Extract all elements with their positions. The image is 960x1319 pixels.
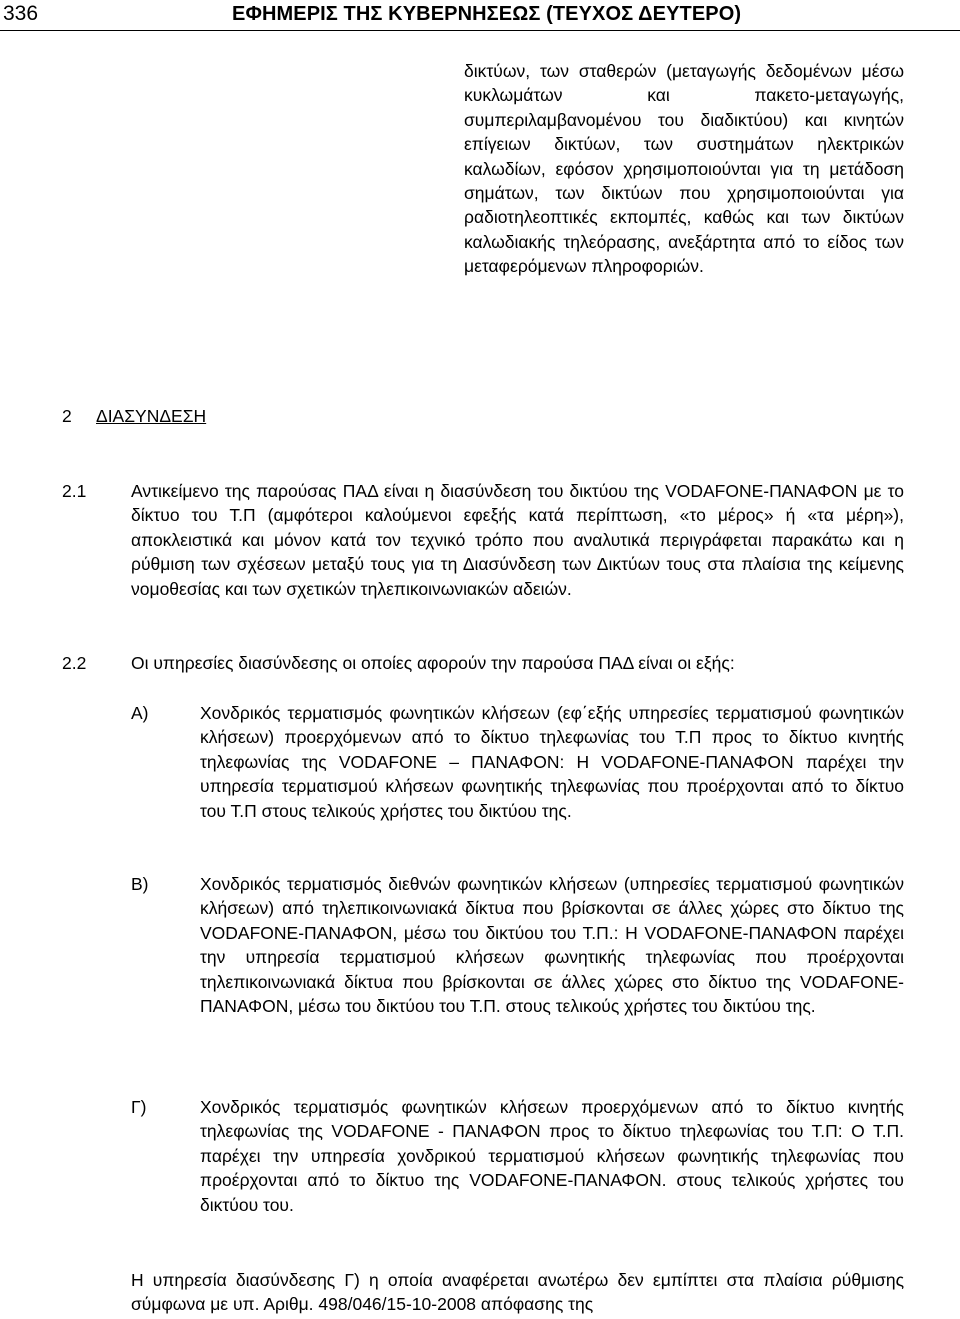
service-item-c	[131, 1095, 904, 1217]
continued-column-text: δικτύων, των σταθερών (μεταγωγής δεδομένων μέσω κυκλωμάτων και πακετο-μεταγωγής, συμπεριλαμβανομένου του διαδικτύου) και κινητών επίγειων δικτύων, των συστημάτων ηλεκτρικών καλωδίων, εφόσον χρησιμοποιούνται για τη μετάδοση σημάτων, των δικτύων που χρησιμοποιούνται για ραδιοτηλεοπτικές εκπομπές, καθώς και των δικτύων καλωδιακής τηλεόρασης, ανεξάρτητα από το είδος των μεταφερόμενων πληροφοριών.	[464, 61, 904, 277]
paragraph-number: 2.1	[62, 481, 87, 501]
service-text: Χονδρικός τερματισμός φωνητικών κλήσεων (εφ΄εξής υπηρεσίες τερματισμού φωνητικών κλήσεων) προερχόμενων από το δίκτυο τηλεφωνίας του Τ.Π προς το δίκτυο κινητής τηλεφωνίας της VODAFONE – ΠΑΝΑΦΟΝ: Η VODAFONE-ΠΑΝΑΦΟΝ παρέχει την υπηρεσία τερματισμού κλήσεων φωνητικής τηλεφωνίας που προέρχονται από το δίκτυο του Τ.Π στους τελικούς χρήστες του δικτύου της.	[200, 703, 904, 821]
paragraph-number: 2.2	[62, 653, 87, 673]
journal-title: ΕΦΗΜΕΡΙΣ ΤΗΣ ΚΥΒΕΡΝΗΣΕΩΣ (ΤΕΥΧΟΣ ΔΕΥΤΕΡΟ)	[232, 3, 742, 25]
service-text: Χονδρικός τερματισμός φωνητικών κλήσεων προερχόμενων από το δίκτυο κινητής τηλεφωνίας της VODAFONE - ΠΑΝΑΦΟΝ προς το δίκτυο τηλεφωνίας του Τ.Π: Ο Τ.Π. παρέχει την υπηρεσία χονδρικού τερματισμού κλήσεων φωνητικής τηλεφωνίας που προέρχονται από το δίκτυο της VODAFONE-ΠΑΝΑΦΟΝ. στους τελικούς χρήστες του δικτύου του.	[200, 1097, 904, 1215]
service-item-b	[131, 872, 904, 1018]
paragraph-text: Οι υπηρεσίες διασύνδεσης οι οποίες αφορούν την παρούσα ΠΑΔ είναι οι εξής:	[131, 653, 735, 673]
service-label: Β)	[131, 874, 149, 894]
closing-paragraph: Η υπηρεσία διασύνδεσης Γ) η οποία αναφέρεται ανωτέρω δεν εμπίπτει στα πλαίσια ρύθμισης σύμφωνα με υπ. Αριθμ. 498/046/15-10-2008 απόφασης της	[131, 1270, 904, 1315]
service-label: Α)	[131, 703, 149, 723]
section-number: 2	[62, 406, 72, 426]
service-label: Γ)	[131, 1097, 147, 1117]
service-item-a	[131, 701, 904, 823]
paragraph-2-1	[62, 479, 904, 601]
section-heading	[62, 404, 206, 428]
service-text: Χονδρικός τερματισμός διεθνών φωνητικών κλήσεων (υπηρεσίες τερματισμού φωνητικών κλήσεων) από τηλεπικοινωνιακά δίκτυα που βρίσκονται σε άλλες χώρες στο δίκτυο της VODAFONE-ΠΑΝΑΦΟΝ, μέσω του δικτύου του Τ.Π.: Η VODAFONE-ΠΑΝΑΦΟΝ παρέχει την υπηρεσία τερματισμού κλήσεων φωνητικής τηλεφωνίας που προέρχονται τηλεπικοινωνιακά δίκτυα που βρίσκονται σε άλλες χώρες στο δίκτυο της VODAFONE-ΠΑΝΑΦΟΝ, μέσω του δικτύου του Τ.Π. στους τελικούς χρήστες του δικτύου της.	[200, 874, 904, 1017]
paragraph-text: Αντικείμενο της παρούσας ΠΑΔ είναι η διασύνδεση του δικτύου της VODAFONE-ΠΑΝΑΦΟΝ με το δίκτυο του Τ.Π (αμφότεροι καλούμενοι εφεξής κατά περίπτωση, «το μέρος» ή «τα μέρη»), αποκλειστικά και μόνον κατά τον τεχνικό τρόπο που αναλυτικά περιγράφεται παρακάτω και η ρύθμιση των σχέσεων μεταξύ τους για τη Διασύνδεση των Δικτύων τους στα πλαίσια της κείμενης νομοθεσίας και των σχετικών τηλεπικοινωνιακών αδειών.	[131, 481, 904, 599]
page-number: 336	[3, 2, 39, 25]
section-title: ΔΙΑΣΥΝΔΕΣΗ	[96, 406, 207, 426]
paragraph-2-2	[62, 651, 904, 675]
page-header	[0, 0, 960, 31]
